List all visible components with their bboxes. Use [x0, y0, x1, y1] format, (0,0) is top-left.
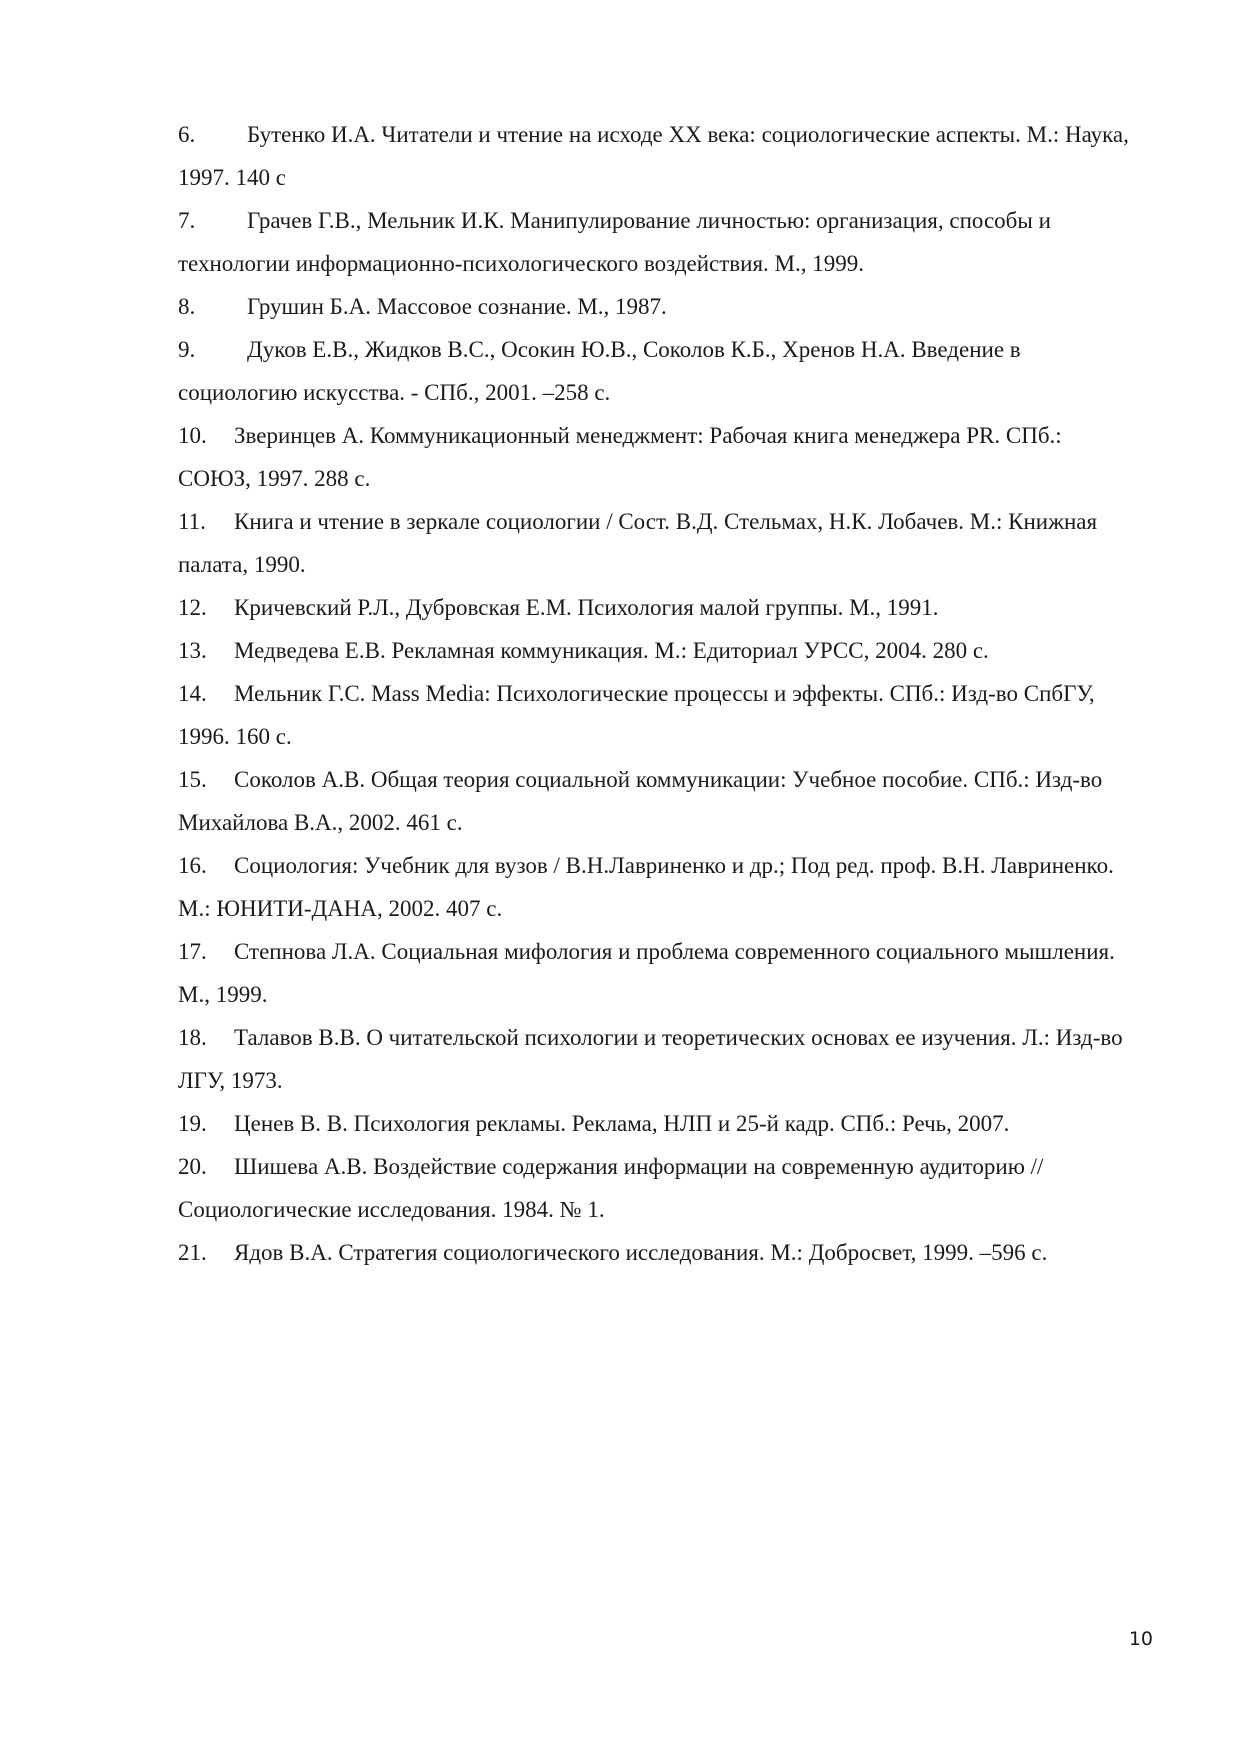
- reference-item: [178, 758, 1138, 844]
- reference-item: [178, 1231, 1138, 1274]
- reference-number: 6.: [178, 122, 196, 147]
- reference-number: 21.: [178, 1240, 207, 1265]
- reference-item: [178, 1016, 1138, 1102]
- reference-item: [178, 672, 1138, 758]
- reference-text: Степнова Л.А. Социальная мифология и проблема современного социального мышления. М., 1999.: [178, 939, 1115, 1007]
- reference-text: Ядов В.А. Стратегия социологического исследования. М.: Добросвет, 1999. –596 с.: [234, 1240, 1048, 1265]
- reference-number: 13.: [178, 638, 207, 663]
- reference-text: Мельник Г.С. Mass Media: Психологические процессы и эффекты. СПб.: Изд-во СпбГУ, 1996. 160 с.: [178, 681, 1095, 749]
- reference-number: 19.: [178, 1111, 207, 1136]
- reference-number: 7.: [178, 208, 196, 233]
- reference-list: [178, 113, 1138, 1274]
- reference-text: Ценев В. В. Психология рекламы. Реклама, НЛП и 25-й кадр. СПб.: Речь, 2007.: [234, 1111, 1010, 1136]
- reference-number: 20.: [178, 1154, 207, 1179]
- reference-item: [178, 328, 1138, 414]
- reference-text: Дуков Е.В., Жидков В.С., Осокин Ю.В., Соколов К.Б., Хренов Н.А. Введение в социологию искусства. - СПб., 2001. –258 с.: [178, 337, 1021, 405]
- reference-number: 10.: [178, 423, 207, 448]
- reference-item: [178, 1145, 1138, 1231]
- reference-number: 11.: [178, 509, 206, 534]
- reference-number: 18.: [178, 1025, 207, 1050]
- reference-text: Талавов В.В. О читательской психологии и теоретических основах ее изучения. Л.: Изд-во ЛГУ, 1973.: [178, 1025, 1123, 1093]
- reference-item: [178, 500, 1138, 586]
- reference-item: [178, 930, 1138, 1016]
- reference-text: Кричевский Р.Л., Дубровская Е.М. Психология малой группы. М., 1991.: [234, 595, 939, 620]
- reference-number: 17.: [178, 939, 207, 964]
- reference-number: 14.: [178, 681, 207, 706]
- reference-number: 8.: [178, 294, 196, 319]
- reference-item: [178, 586, 1138, 629]
- reference-text: Зверинцев А. Коммуникационный менеджмент: Рабочая книга менеджера PR. СПб.: СОЮЗ, 1997. 288 с.: [178, 423, 1062, 491]
- reference-text: Социология: Учебник для вузов / В.Н.Лавриненко и др.; Под ред. проф. В.Н. Лавриненко. М.: ЮНИТИ-ДАНА, 2002. 407 с.: [178, 853, 1114, 921]
- reference-number: 16.: [178, 853, 207, 878]
- reference-item: [178, 285, 1138, 328]
- reference-text: Книга и чтение в зеркале социологии / Сост. В.Д. Стельмах, Н.К. Лобачев. М.: Книжная палата, 1990.: [178, 509, 1098, 577]
- reference-text: Бутенко И.А. Читатели и чтение на исходе XX века: социологические аспекты. М.: Наука, 1997. 140 с: [178, 122, 1129, 190]
- reference-item: [178, 199, 1138, 285]
- reference-item: [178, 844, 1138, 930]
- reference-item: [178, 414, 1138, 500]
- reference-text: Грушин Б.А. Массовое сознание. М., 1987.: [247, 294, 667, 319]
- reference-item: [178, 629, 1138, 672]
- reference-number: 12.: [178, 595, 207, 620]
- reference-text: Шишева А.В. Воздействие содержания информации на современную аудиторию // Социологические исследования. 1984. № 1.: [178, 1154, 1044, 1222]
- reference-text: Грачев Г.В., Мельник И.К. Манипулирование личностью: организация, способы и технологии информационно-психологического воздействия. М., 1999.: [178, 208, 1051, 276]
- reference-text: Соколов А.В. Общая теория социальной коммуникации: Учебное пособие. СПб.: Изд-во Михайлова В.А., 2002. 461 с.: [178, 767, 1103, 835]
- reference-text: Медведева Е.В. Рекламная коммуникация. М.: Едиториал УРСС, 2004. 280 с.: [234, 638, 989, 663]
- page-number: 10: [1128, 1628, 1153, 1650]
- reference-item: [178, 113, 1138, 199]
- reference-item: [178, 1102, 1138, 1145]
- reference-number: 9.: [178, 337, 196, 362]
- reference-number: 15.: [178, 767, 207, 792]
